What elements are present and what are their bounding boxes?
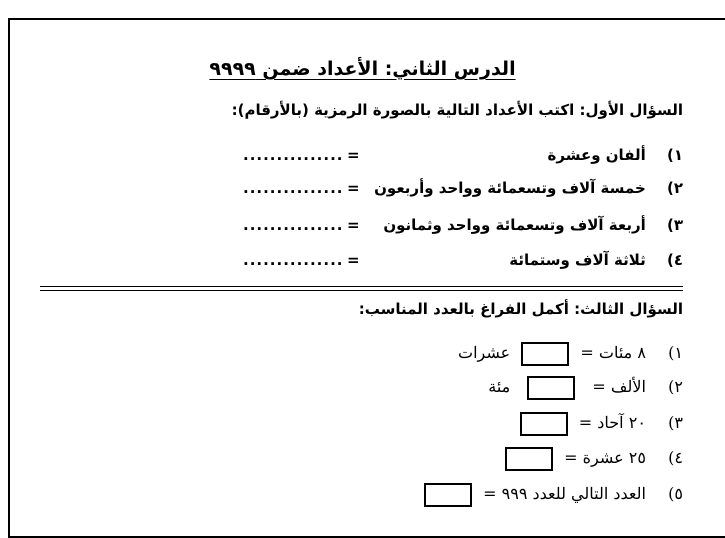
answer-blank[interactable]: ...............: [243, 216, 344, 234]
answer-box[interactable]: [521, 342, 569, 366]
q3-item: [488, 372, 683, 402]
q3-item: [514, 408, 683, 438]
equals-sign: =: [347, 216, 360, 234]
q1-item: [243, 176, 683, 200]
item-number: ٣): [666, 216, 683, 234]
q1-item: [243, 248, 683, 272]
item-number: ٤): [666, 251, 683, 269]
lesson-title: الدرس الثاني: الأعداد ضمن ٩٩٩٩: [209, 58, 516, 80]
item-text: أربعة آلاف وتسعمائة وواحد وثمانون: [383, 216, 646, 234]
item-text: العدد التالي للعدد ٩٩٩ =: [483, 484, 646, 503]
item-number: ٢): [668, 377, 683, 396]
equals-sign: =: [347, 146, 360, 164]
item-number: ٥): [668, 484, 683, 503]
answer-blank[interactable]: ...............: [243, 251, 344, 269]
item-unit: عشرات: [458, 343, 511, 362]
item-text: ٨ مئات =: [580, 343, 646, 362]
item-number: ٤): [668, 448, 683, 467]
item-text: ٢٥ عشرة =: [564, 448, 646, 467]
answer-blank[interactable]: ...............: [243, 179, 344, 197]
item-text: ثلاثة آلاف وستمائة: [509, 251, 646, 269]
item-text: خمسة آلاف وتسعمائة وواحد وأربعون: [374, 179, 646, 197]
answer-box[interactable]: [505, 447, 553, 471]
q1-item: [243, 213, 683, 237]
q3-item: [418, 479, 683, 509]
item-text: ألفان وعشرة: [547, 146, 646, 164]
question-1-heading: السؤال الأول: اكتب الأعداد التالية بالصورة الرمزية (بالأرقام):: [231, 101, 683, 119]
item-number: ٢): [666, 179, 683, 197]
item-text: الألف =: [592, 377, 646, 396]
section-divider: [40, 286, 683, 291]
question-3-heading: السؤال الثالث: أكمل الفراغ بالعدد المناسب:: [358, 300, 683, 318]
answer-box[interactable]: [527, 376, 575, 400]
q3-item: [499, 443, 683, 473]
item-text: ٢٠ آحاد =: [578, 413, 646, 432]
answer-blank[interactable]: ...............: [243, 146, 344, 164]
item-number: ٣): [668, 413, 683, 432]
answer-box[interactable]: [520, 412, 568, 436]
item-number: ١): [668, 343, 683, 362]
item-unit: مئة: [488, 377, 511, 396]
equals-sign: =: [347, 179, 360, 197]
item-number: ١): [666, 146, 683, 164]
equals-sign: =: [347, 251, 360, 269]
answer-box[interactable]: [424, 483, 472, 507]
q3-item: [458, 338, 683, 368]
q1-item: [243, 143, 683, 167]
